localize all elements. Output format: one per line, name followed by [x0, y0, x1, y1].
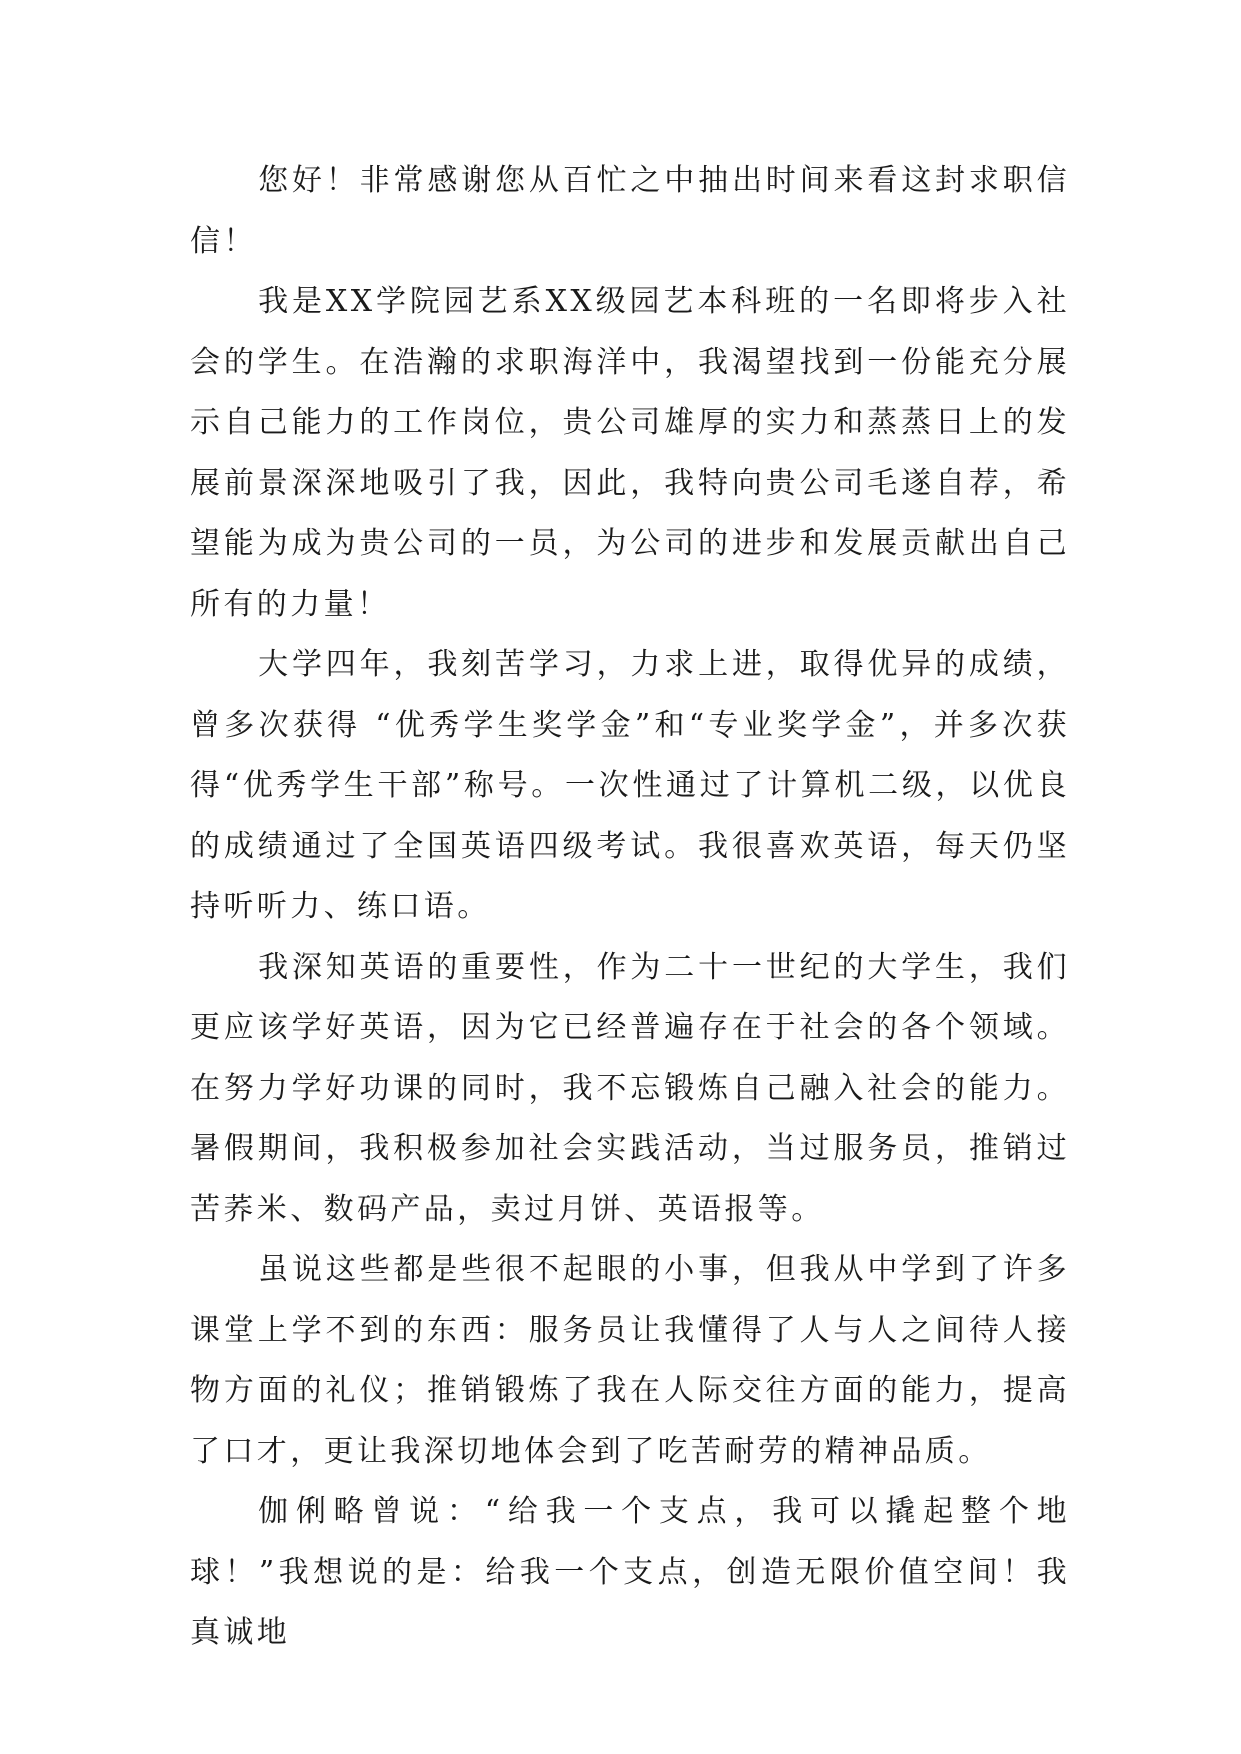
paragraph-greeting: 您好！非常感谢您从百忙之中抽出时间来看这封求职信信！: [190, 163, 1070, 259]
paragraph-english-and-practice: 我深知英语的重要性，作为二十一世纪的大学生，我们更应该学好英语，因为它已经普遍存在于社会的各个领域。在努力学好功课的同时，我不忘锻炼自己融入社会的能力。暑假期间，我积极参加社会实践活动，当过服务员，推销过苦荞米、数码产品，卖过月饼、英语报等。: [190, 949, 1070, 1227]
paragraph-lessons-learned: 虽说这些都是些很不起眼的小事，但我从中学到了许多课堂上学不到的东西：服务员让我懂得了人与人之间待人接物方面的礼仪；推销锻炼了我在人际交往方面的能力，提高了口才，更让我深切地体会到了吃苦耐劳的精神品质。: [190, 1252, 1070, 1469]
paragraph-introduction: 我是XX学院园艺系XX级园艺本科班的一名即将步入社会的学生。在浩瀚的求职海洋中，我渴望找到一份能充分展示自己能力的工作岗位，贵公司雄厚的实力和蒸蒸日上的发展前景深深地吸引了我，因此，我特向贵公司毛遂自荐，希望能为成为贵公司的一员，为公司的进步和发展贡献出自己所有的力量！: [190, 284, 1070, 622]
paragraph-quote: 伽俐略曾说：“给我一个支点，我可以撬起整个地球！”我想说的是：给我一个支点，创造无限价值空间！我真诚地: [190, 1494, 1070, 1650]
paragraph-achievements: 大学四年，我刻苦学习，力求上进，取得优异的成绩，曾多次获得 “优秀学生奖学金”和“专业奖学金”，并多次获得“优秀学生干部”称号。一次性通过了计算机二级，以优良的成绩通过了全国英语四级考试。我很喜欢英语，每天仍坚持听听力、练口语。: [190, 647, 1070, 924]
letter-body: [190, 151, 1070, 1664]
